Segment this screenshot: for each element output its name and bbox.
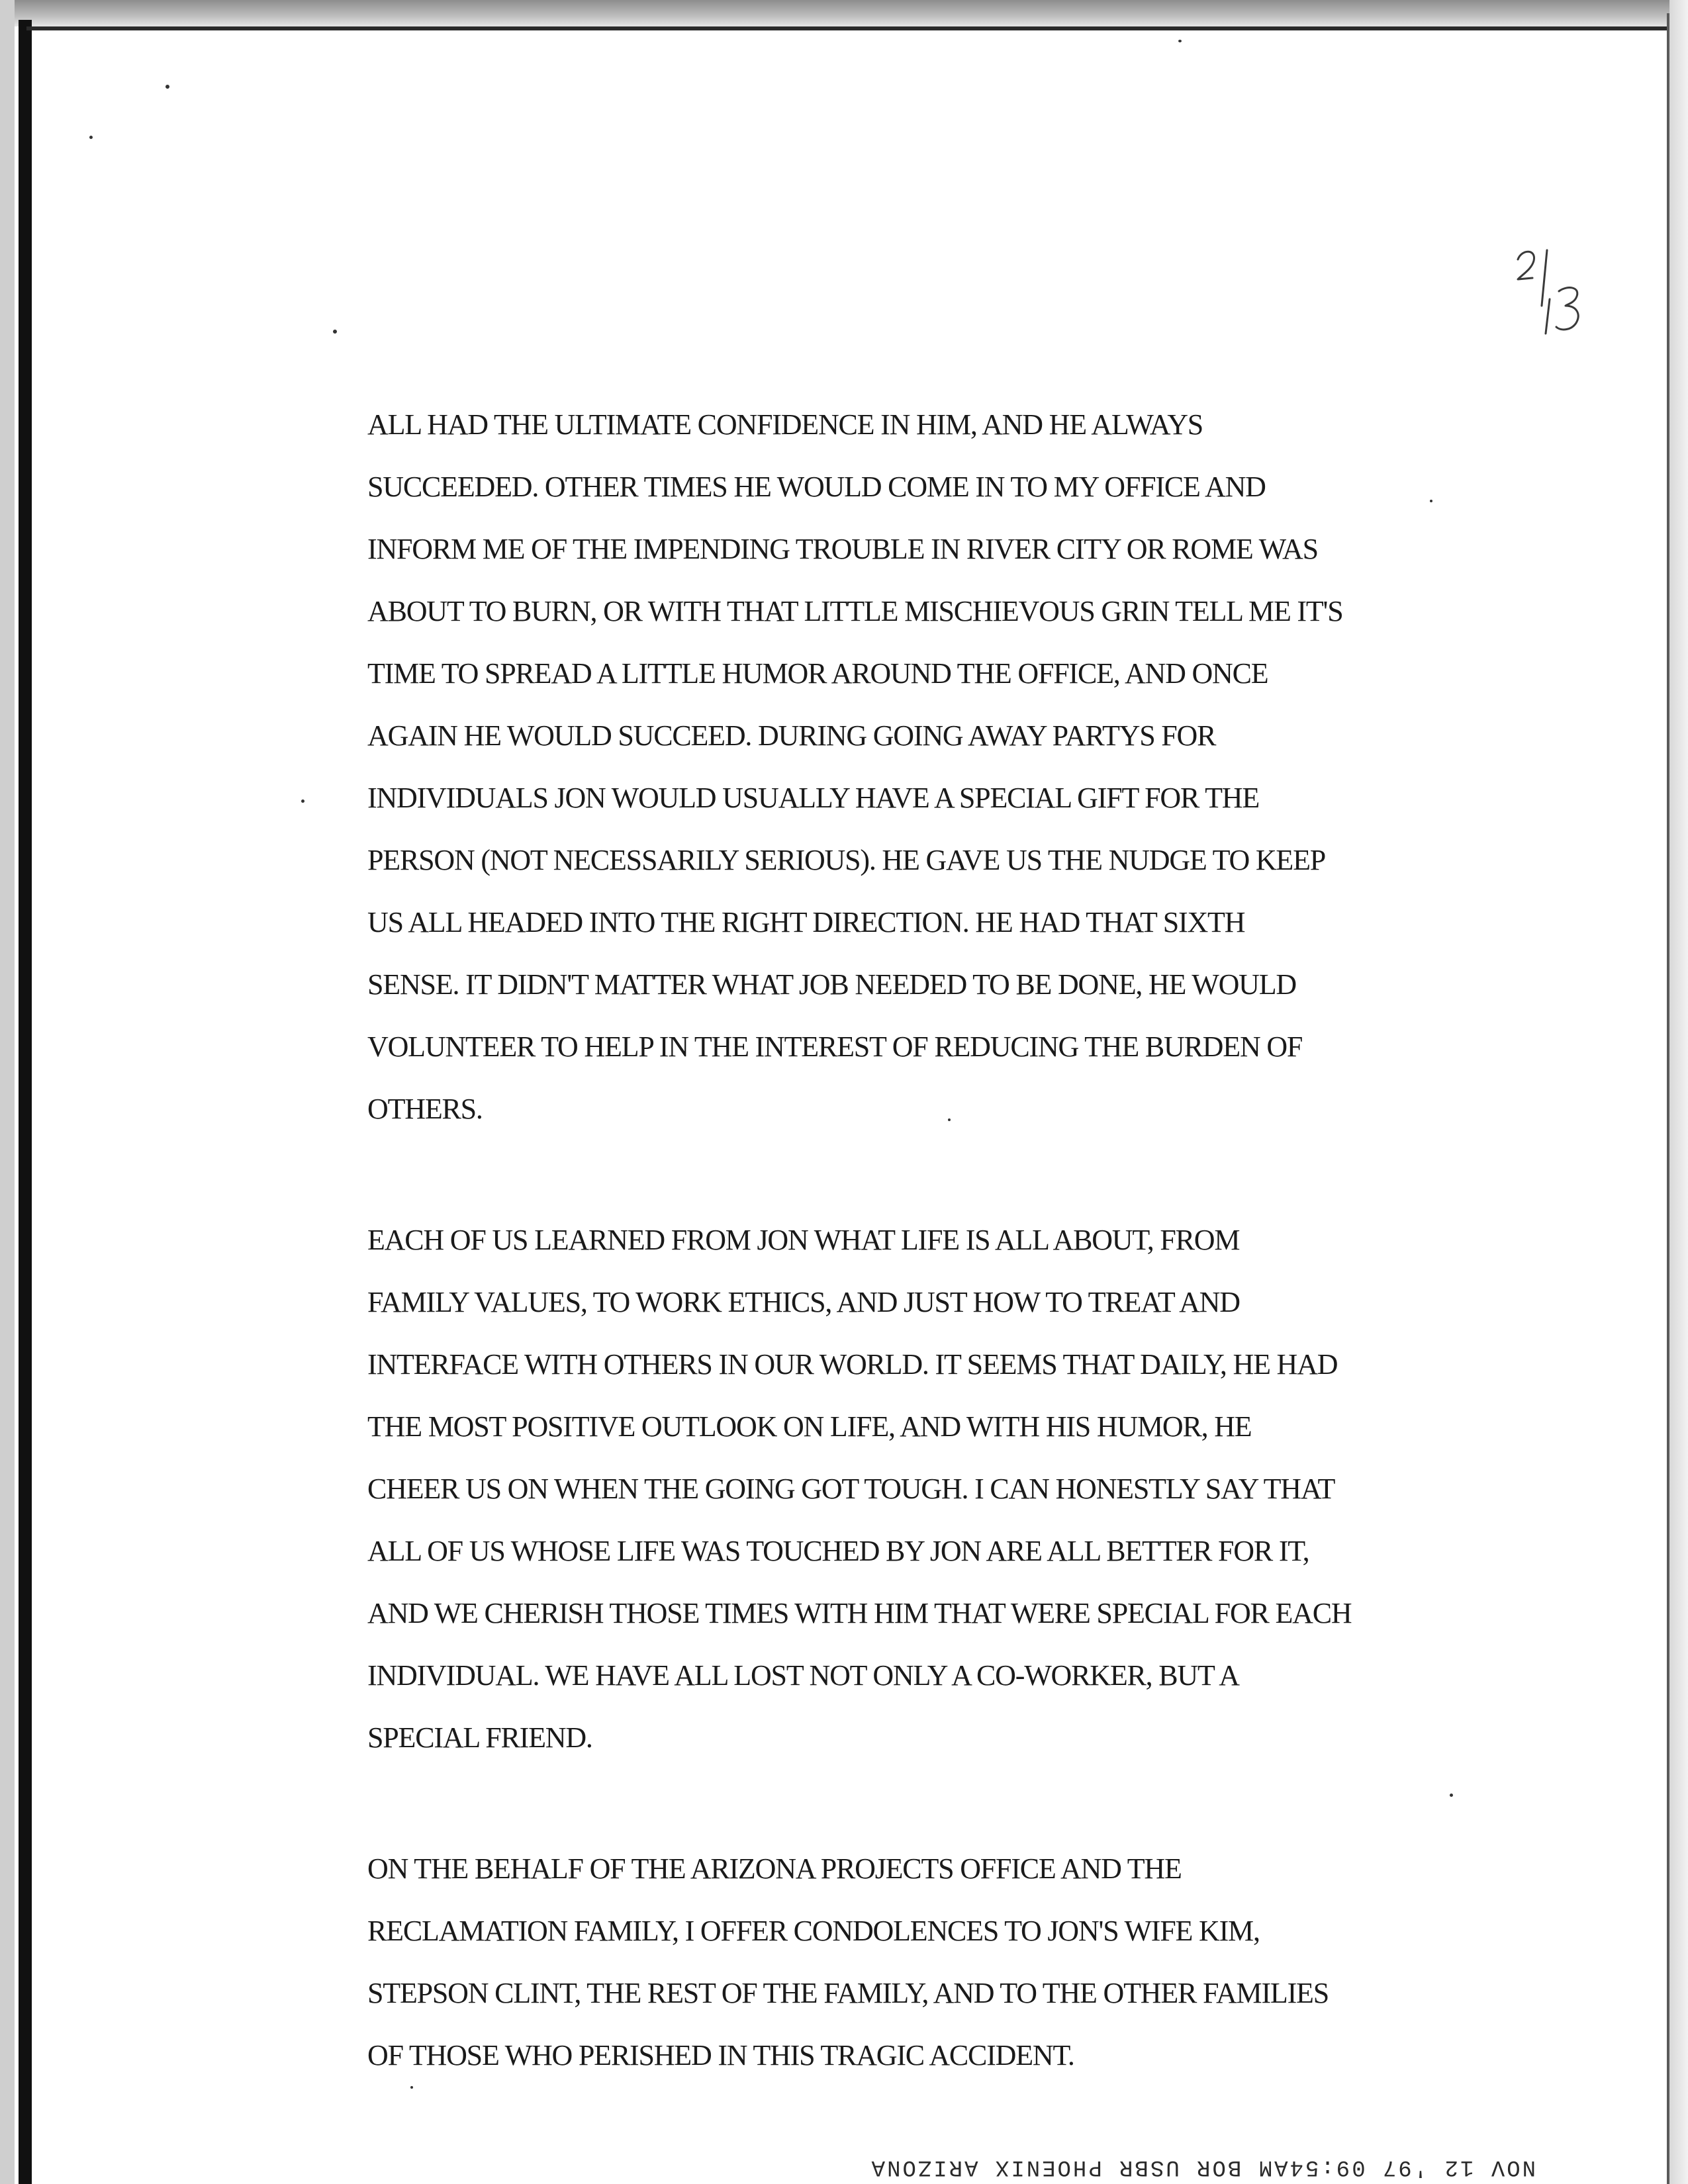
handwritten-page-number [1513, 245, 1599, 344]
text-line: ALL OF US WHOSE LIFE WAS TOUCHED BY JON ARE ALL BETTER FOR IT, [367, 1535, 1309, 1567]
text-line: SENSE. IT DIDN'T MATTER WHAT JOB NEEDED TO BE DONE, HE WOULD [367, 968, 1296, 1001]
scan-speck [165, 85, 169, 89]
text-line: CHEER US ON WHEN THE GOING GOT TOUGH. I CAN HONESTLY SAY THAT [367, 1473, 1335, 1505]
text-line: AND WE CHERISH THOSE TIMES WITH HIM THAT WERE SPECIAL FOR EACH [367, 1597, 1352, 1629]
scan-top-edge [0, 0, 1688, 26]
text-line: OTHERS. [367, 1093, 483, 1125]
text-line: ON THE BEHALF OF THE ARIZONA PROJECTS OFFICE AND THE [367, 1852, 1182, 1885]
scan-speck [301, 799, 305, 803]
paragraph [367, 1209, 1532, 1769]
text-line: PERSON (NOT NECESSARILY SERIOUS). HE GAVE US THE NUDGE TO KEEP [367, 844, 1326, 876]
text-line: ALL HAD THE ULTIMATE CONFIDENCE IN HIM, AND HE ALWAYS [367, 408, 1203, 441]
text-line: AGAIN HE WOULD SUCCEED. DURING GOING AWAY PARTYS FOR [367, 719, 1216, 752]
text-line: THE MOST POSITIVE OUTLOOK ON LIFE, AND WITH HIS HUMOR, HE [367, 1410, 1252, 1443]
scan-speck [333, 330, 337, 334]
text-line: STEPSON CLINT, THE REST OF THE FAMILY, AND TO THE OTHER FAMILIES [367, 1977, 1329, 2009]
text-line: INDIVIDUALS JON WOULD USUALLY HAVE A SPECIAL GIFT FOR THE [367, 782, 1260, 814]
scan-speck [89, 136, 93, 139]
text-line: INDIVIDUAL. WE HAVE ALL LOST NOT ONLY A CO-WORKER, BUT A [367, 1659, 1239, 1692]
text-line: OF THOSE WHO PERISHED IN THIS TRAGIC ACCIDENT. [367, 2039, 1074, 2071]
scan-left-margin [0, 0, 15, 2184]
memorial-letter-body [367, 394, 1532, 2087]
scan-top-border [26, 26, 1668, 30]
text-line: SPECIAL FRIEND. [367, 1721, 592, 1754]
text-line: RECLAMATION FAMILY, I OFFER CONDOLENCES TO JON'S WIFE KIM, [367, 1915, 1260, 1947]
paragraph [367, 1838, 1532, 2087]
text-line: SUCCEEDED. OTHER TIMES HE WOULD COME IN TO MY OFFICE AND [367, 471, 1266, 503]
text-line: INFORM ME OF THE IMPENDING TROUBLE IN RIVER CITY OR ROME WAS [367, 533, 1318, 565]
text-line: EACH OF US LEARNED FROM JON WHAT LIFE IS ALL ABOUT, FROM [367, 1224, 1240, 1256]
paragraph [367, 394, 1532, 1140]
scan-right-margin [1669, 0, 1688, 2184]
text-line: ABOUT TO BURN, OR WITH THAT LITTLE MISCHIEVOUS GRIN TELL ME IT'S [367, 595, 1343, 627]
text-line: FAMILY VALUES, TO WORK ETHICS, AND JUST HOW TO TREAT AND [367, 1286, 1240, 1318]
text-line: TIME TO SPREAD A LITTLE HUMOR AROUND THE OFFICE, AND ONCE [367, 657, 1268, 690]
text-line: INTERFACE WITH OTHERS IN OUR WORLD. IT SEEMS THAT DAILY, HE HAD [367, 1348, 1338, 1381]
text-line: US ALL HEADED INTO THE RIGHT DIRECTION. HE HAD THAT SIXTH [367, 906, 1245, 938]
fax-transmission-header: NOV 12 '97 09:54AM BOR USBR PHOENIX ARIZONA [869, 2154, 1536, 2179]
scan-left-border [19, 20, 32, 2184]
text-line: VOLUNTEER TO HELP IN THE INTEREST OF REDUCING THE BURDEN OF [367, 1030, 1303, 1063]
scan-speck [1178, 40, 1182, 42]
